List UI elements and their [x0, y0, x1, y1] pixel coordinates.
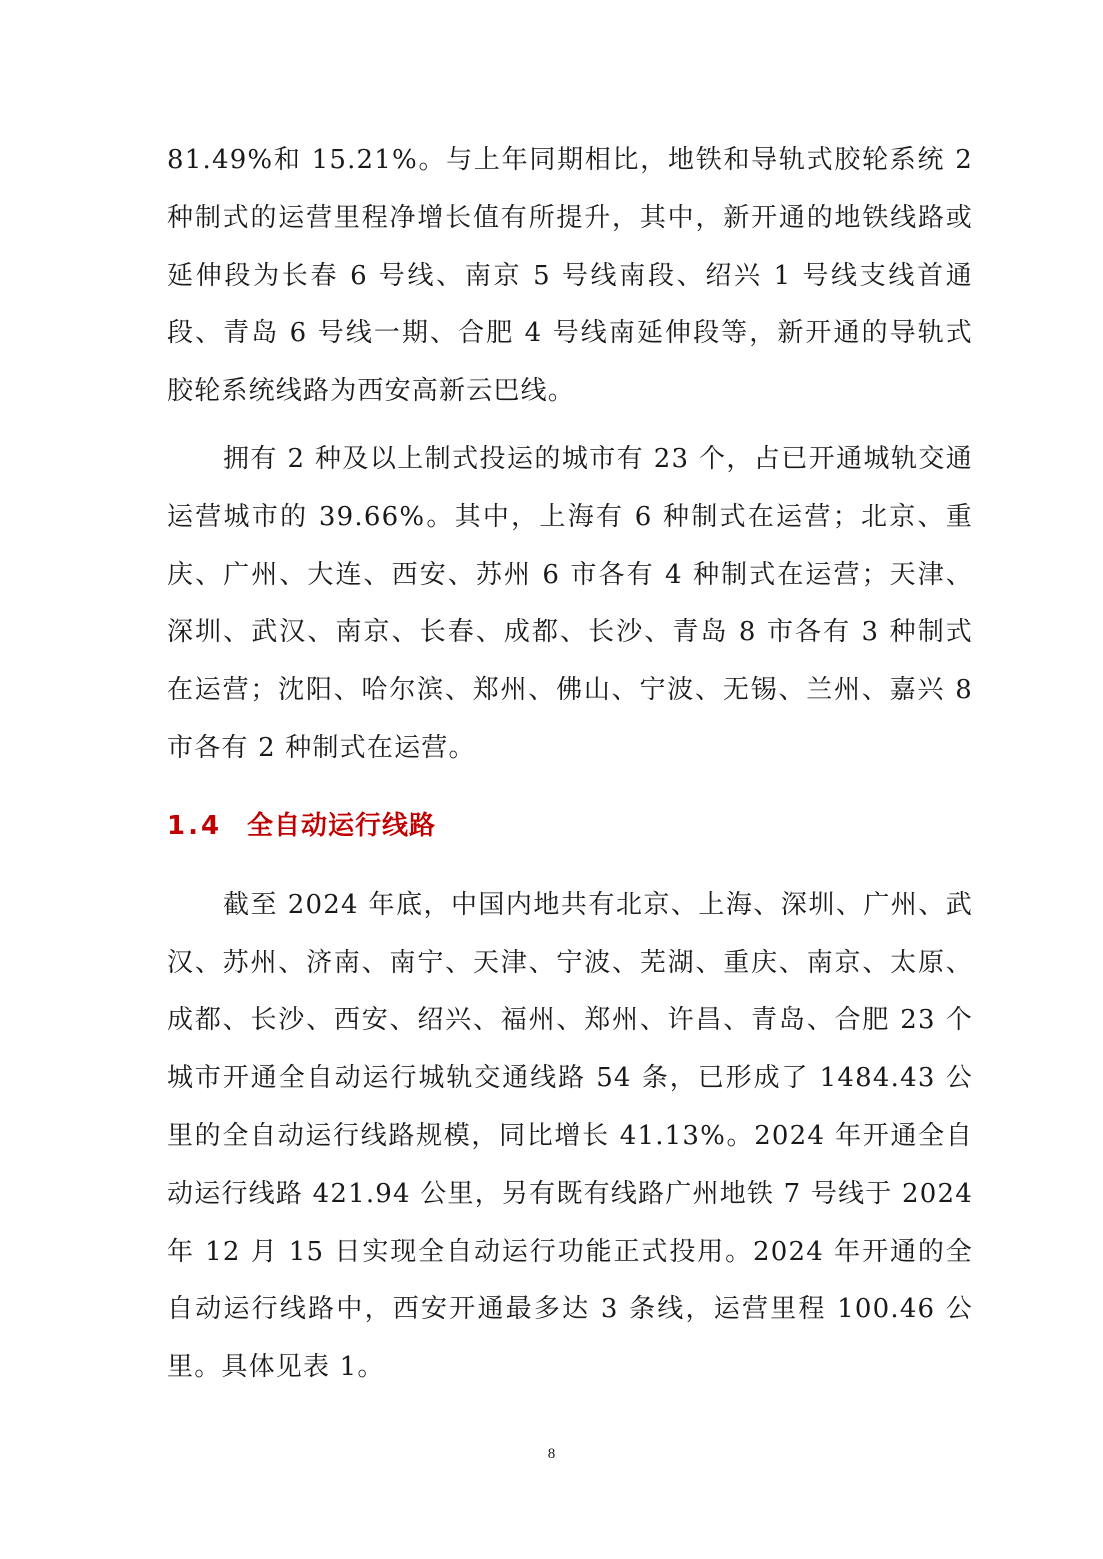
- page-number: 8: [547, 1446, 556, 1462]
- section-heading: [167, 798, 973, 855]
- page-body: [167, 132, 973, 1397]
- paragraph-fully-automatic-lines: 截至 2024 年底，中国内地共有北京、上海、深圳、广州、武汉、苏州、济南、南宁、天津、宁波、芜湖、重庆、南京、太原、成都、长沙、西安、绍兴、福州、郑州、许昌、青岛、合肥 23 个城市开通全自动运行城轨交通线路 54 条，已形成了 1484.43 公里的全自动运行线路规模，同比增长 41.13%。2024 年开通全自动运行线路 421.94 公里，另有既有线路广州地铁 7 号线于 2024 年 12 月 15 日实现全自动运行功能正式投用。2024 年开通的全自动运行线路中，西安开通最多达 3 条线，运营里程 100.46 公里。具体见表 1。: [167, 889, 973, 1383]
- section-number: 1.4: [167, 810, 223, 841]
- section-title: 全自动运行线路: [247, 810, 437, 841]
- paragraph-multi-system-cities: 拥有 2 种及以上制式投运的城市有 23 个，占已开通城轨交通运营城市的 39.66%。其中，上海有 6 种制式在运营；北京、重庆、广州、大连、西安、苏州 6 市各有 4 种制式在运营；天津、深圳、武汉、南京、长春、成都、长沙、青岛 8 市各有 3 种制式在运营；沈阳、哈尔滨、郑州、佛山、宁波、无锡、兰州、嘉兴 8 市各有 2 种制式在运营。: [167, 443, 973, 763]
- paragraph-system-growth: 81.49%和 15.21%。与上年同期相比，地铁和导轨式胶轮系统 2 种制式的运营里程净增长值有所提升，其中，新开通的地铁线路或延伸段为长春 6 号线、南京 5 号线南段、绍兴 1 号线支线首通段、青岛 6 号线一期、合肥 4 号线南延伸段等，新开通的导轨式胶轮系统线路为西安高新云巴线。: [167, 145, 973, 407]
